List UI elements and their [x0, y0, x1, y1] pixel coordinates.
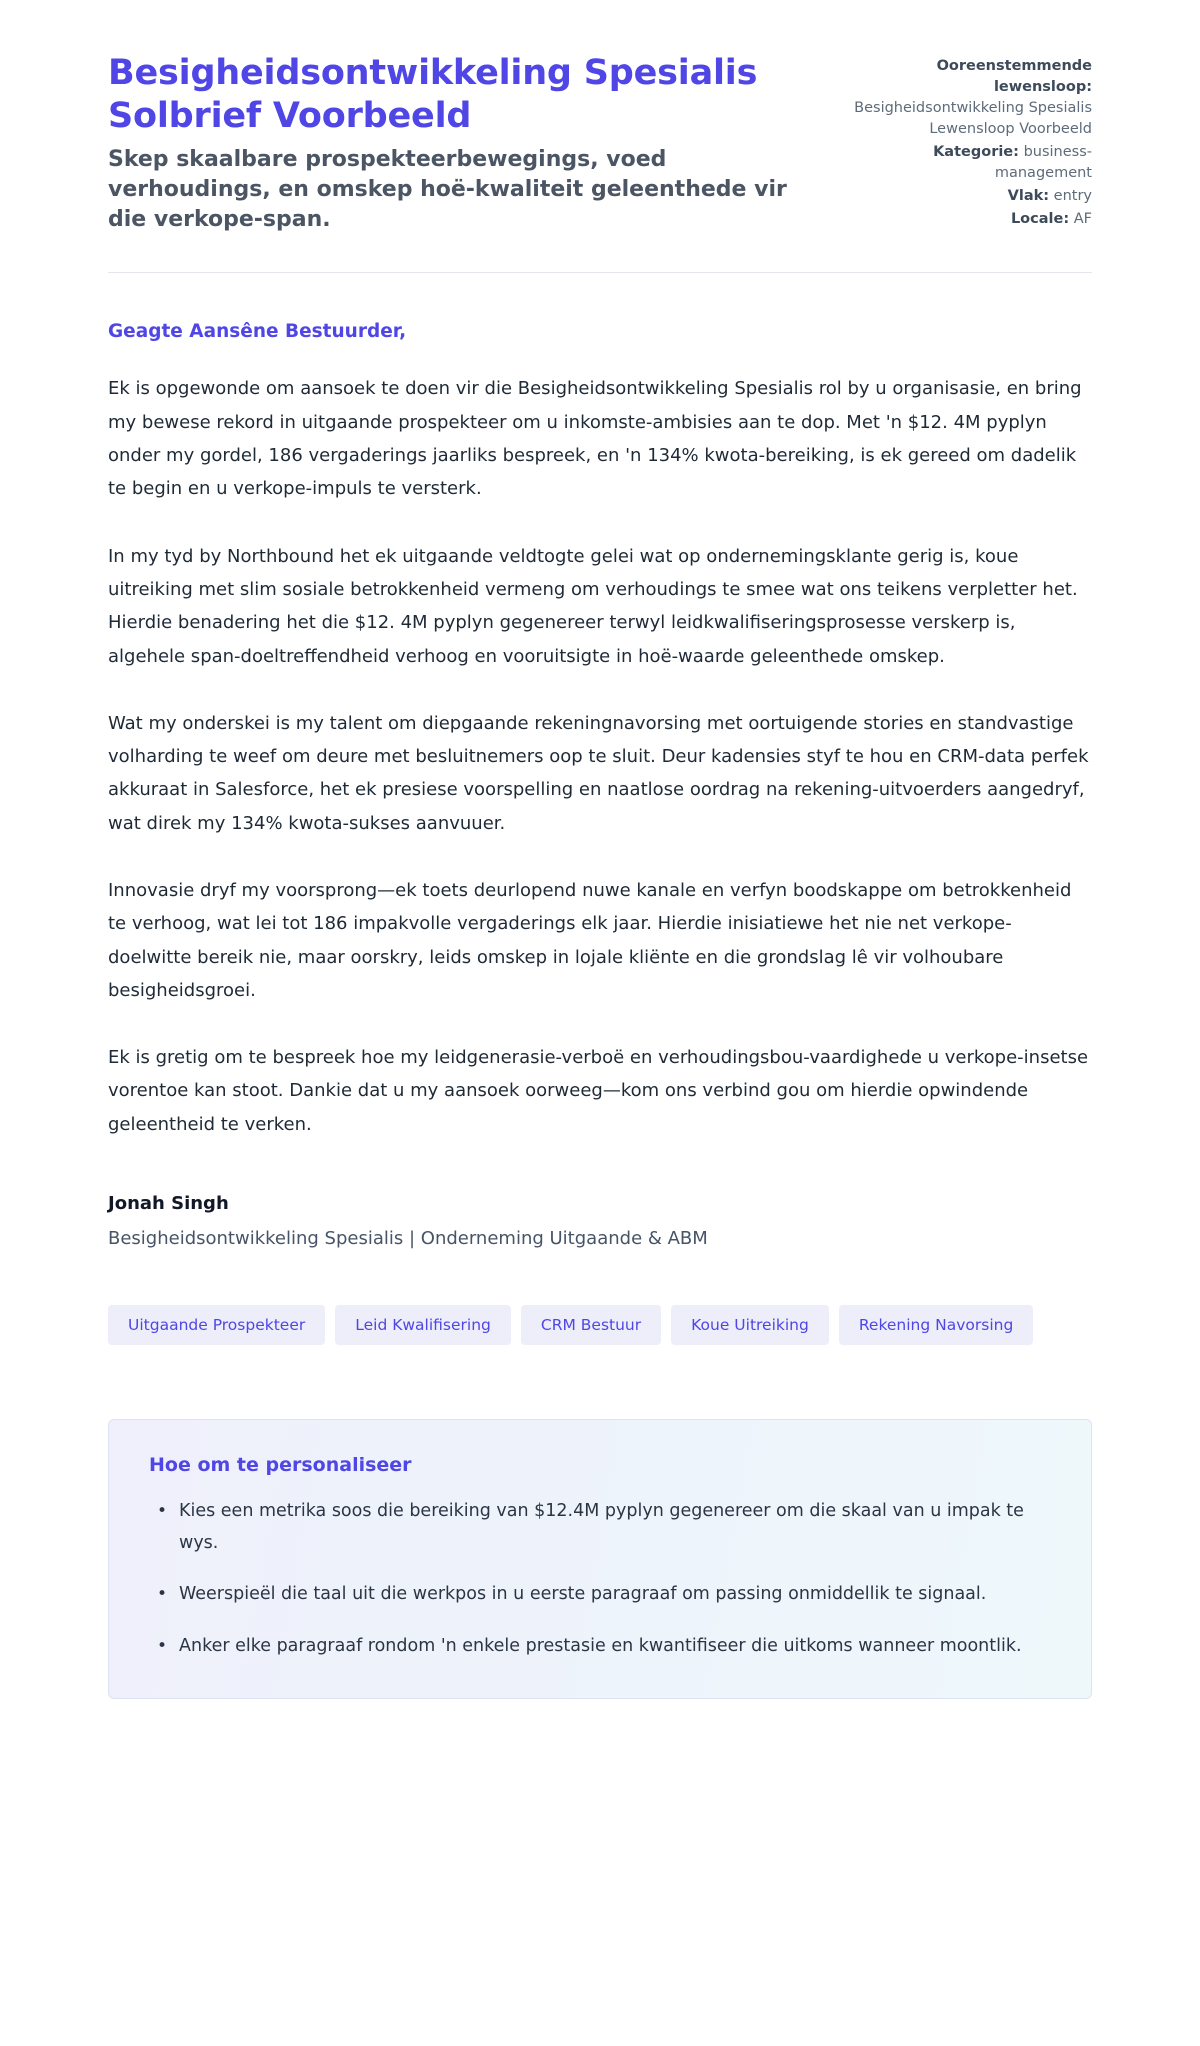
page-subtitle: Skep skaalbare prospekteerbewegings, voed verhoudings, en omskep hoë-kwaliteit geleenthede vir die verkope-span. [108, 147, 787, 232]
skill-tag-list [108, 1305, 1092, 1345]
meta-locale-value: AF [1073, 211, 1092, 228]
cover-letter-body [108, 273, 1092, 1699]
header-title-block [108, 52, 798, 234]
letter-paragraph: Ek is gretig om te bespreek hoe my leidgenerasie-verboë en verhoudingsbou-vaardighede u verkope-insetse vorentoe kan stoot. Dankie dat u my aansoek oorweeg—kom ons verbind gou om hierdie opwindende geleentheid te verken. [108, 1047, 1089, 1135]
meta-level-value: entry [1053, 188, 1092, 205]
page-title: Besigheidsontwikkeling Spesialis Solbrief Voorbeeld [108, 53, 758, 136]
letter-salutation: Geagte Aansêne Bestuurder, [108, 321, 407, 343]
letter-paragraph: Ek is opgewonde om aansoek te doen vir die Besigheidsontwikkeling Spesialis rol by u organisasie, en bring my bewese rekord in uitgaande prospekteer om u inkomste-ambisies aan te dop. Met 'n $12. 4M pyplyn onder my gordel, 186 vergaderings jaarliks bespreek, en 'n 134% kwota-bereiking, is ek gereed om dadelik te begin en u verkope-impuls te versterk. [108, 378, 1082, 500]
skill-tag[interactable]: Koue Uitreiking [671, 1305, 829, 1345]
callout-tip-item: • Kies een metrika soos die bereiking van $12.4M pyplyn gegenereer om die skaal van u impak te wys. [175, 1496, 1051, 1559]
callout-title: Hoe om te personaliseer [149, 1454, 412, 1477]
skill-tag[interactable]: Uitgaande Prospekteer [108, 1305, 325, 1345]
meta-category [842, 142, 1092, 184]
skill-tag[interactable]: Rekening Navorsing [839, 1305, 1033, 1345]
document-metadata [842, 52, 1092, 232]
signature-name: Jonah Singh [108, 1193, 229, 1215]
meta-level-label: Vlak: [1007, 188, 1050, 205]
meta-locale [842, 209, 1092, 230]
letter-paragraph: Wat my onderskei is my talent om diepgaande rekeningnavorsing met oortuigende stories en standvastige volharding te weef om deure met besluitnemers oop te sluit. Deur kadensies styf te hou en CRM-data perfek akkuraat in Salesforce, het ek presiese voorspelling en naatlose oordrag na rekening-uitvoerders aangedryf, wat direk my 134% kwota-sukses aanvuuer. [108, 712, 1089, 834]
meta-level [842, 186, 1092, 207]
callout-tip-list [149, 1496, 1051, 1662]
meta-category-value: business-management [994, 144, 1092, 182]
meta-locale-label: Locale: [1010, 211, 1070, 228]
skill-tag[interactable]: CRM Bestuur [521, 1305, 661, 1345]
meta-matching-resume [842, 56, 1092, 140]
skill-tag[interactable]: Leid Kwalifisering [335, 1305, 511, 1345]
callout-tip-item: • Anker elke paragraaf rondom 'n enkele prestasie en kwantifiseer die uitkoms wanneer moontlik. [175, 1631, 1051, 1663]
letter-paragraph: In my tyd by Northbound het ek uitgaande veldtogte gelei wat op ondernemingsklante gerig is, koue uitreiking met slim sosiale betrokkenheid vermeng om verhoudings te smee wat ons teikens verpletter het. Hierdie benadering het die $12. 4M pyplyn gegenereer terwyl leidkwalifiseringsprosesse verskerp is, algehele span-doeltreffendheid verhoog en vooruitsigte in hoë-waarde geleenthede omskep. [108, 545, 1078, 667]
document-header [108, 52, 1092, 273]
callout-tip-item: • Weerspieël die taal uit die werkpos in u eerste paragraaf om passing onmiddellik te signaal. [175, 1579, 1051, 1611]
meta-category-label: Kategorie: [933, 144, 1019, 161]
signature-block [108, 1193, 1092, 1249]
personalization-callout [108, 1419, 1092, 1699]
meta-matching-resume-label: Ooreenstemmende lewensloop: [936, 58, 1092, 96]
letter-paragraph: Innovasie dryf my voorsprong—ek toets deurlopend nuwe kanale en verfyn boodskappe om betrokkenheid te verhoog, wat lei tot 186 impakvolle vergaderings elk jaar. Hierdie inisiatiewe het nie net verkope-doelwitte bereik nie, maar oorskry, leids omskep in lojale kliënte en die grondslag lê vir volhoubare besigheidsgroei. [108, 880, 1072, 1001]
meta-matching-resume-value: Besigheidsontwikkeling Spesialis Lewensloop Voorbeeld [854, 100, 1092, 138]
signature-role: Besigheidsontwikkeling Spesialis | Onderneming Uitgaande & ABM [108, 1228, 708, 1250]
